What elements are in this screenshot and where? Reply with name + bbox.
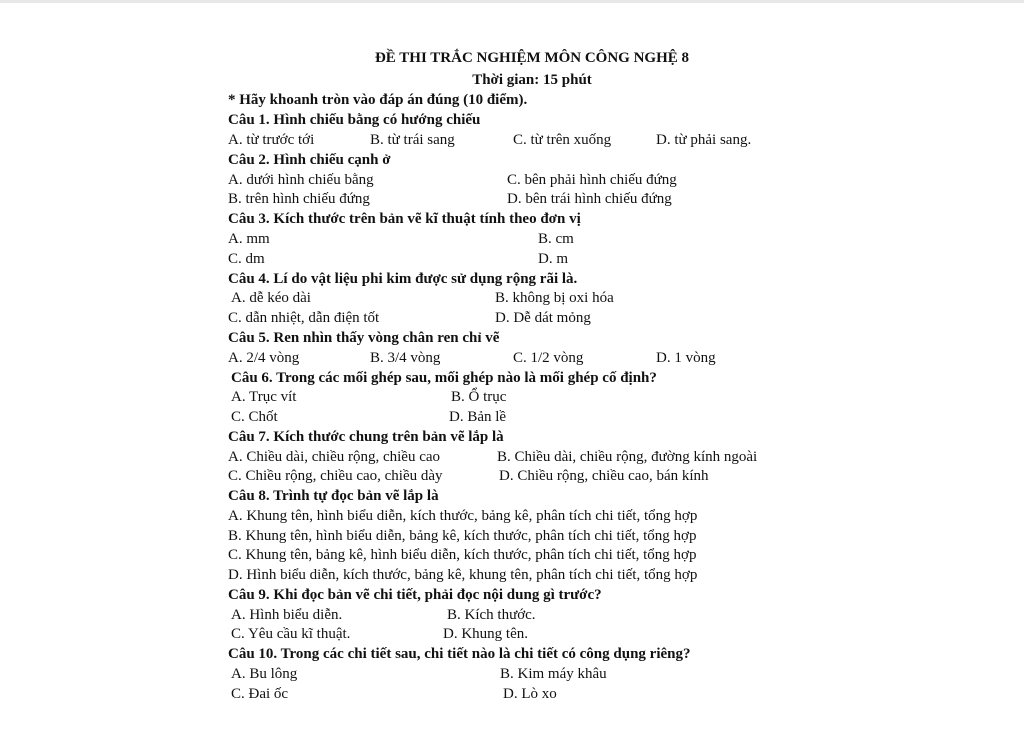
question-9: Câu 9. Khi đọc bản vẽ chi tiết, phải đọc nội dung gì trước? — [228, 587, 602, 603]
q1-answer-c: C. từ trên xuống — [513, 132, 612, 148]
question-1: Câu 1. Hình chiếu bằng có hướng chiếu — [228, 112, 481, 128]
question-10: Câu 10. Trong các chi tiết sau, chi tiết nào là chi tiết có công dụng riêng? — [228, 646, 691, 662]
q8-answer-c: C. Khung tên, bảng kê, hình biểu diễn, kích thước, phân tích chi tiết, tổng hợp — [228, 547, 697, 563]
q4-answer-b: B. không bị oxi hóa — [495, 290, 614, 306]
q7-answer-c: C. Chiều rộng, chiều cao, chiều dày — [228, 468, 443, 484]
q8-answer-b: B. Khung tên, hình biểu diễn, bảng kê, kích thước, phân tích chi tiết, tổng hợp — [228, 528, 697, 544]
q10-answer-c: C. Đai ốc — [231, 686, 289, 702]
q2-answer-b: B. trên hình chiếu đứng — [228, 191, 370, 207]
q6-answer-d: D. Bản lề — [449, 409, 507, 425]
q9-answer-a: A. Hình biểu diễn. — [231, 607, 343, 623]
q3-answer-a: A. mm — [228, 231, 270, 247]
q7-answer-a: A. Chiều dài, chiều rộng, chiều cao — [228, 449, 441, 465]
q2-answer-a: A. dưới hình chiếu bằng — [228, 172, 374, 188]
exam-title: ĐỀ THI TRẮC NGHIỆM MÔN CÔNG NGHỆ 8 — [374, 50, 690, 66]
q8-answer-a: A. Khung tên, hình biểu diễn, kích thước, bảng kê, phân tích chi tiết, tổng hợp — [228, 508, 698, 524]
question-4: Câu 4. Lí do vật liệu phi kim được sử dụng rộng rãi là. — [228, 271, 578, 287]
question-5: Câu 5. Ren nhìn thấy vòng chân ren chỉ vẽ — [228, 330, 500, 346]
q4-answer-d: D. Dễ dát mỏng — [495, 310, 591, 326]
q4-answer-c: C. dẫn nhiệt, dẫn điện tốt — [228, 310, 380, 326]
q6-answer-c: C. Chốt — [231, 409, 278, 425]
page-top-edge — [0, 0, 1024, 3]
question-3: Câu 3. Kích thước trên bản vẽ kĩ thuật tính theo đơn vị — [228, 211, 581, 227]
q10-answer-a: A. Bu lông — [231, 666, 298, 682]
q5-answer-a: A. 2/4 vòng — [228, 350, 300, 366]
q10-answer-b: B. Kim máy khâu — [500, 666, 607, 682]
question-2: Câu 2. Hình chiếu cạnh ở — [228, 152, 391, 168]
q2-answer-c: C. bên phải hình chiếu đứng — [507, 172, 677, 188]
q3-answer-d: D. m — [538, 251, 568, 267]
q1-answer-d: D. từ phải sang. — [656, 132, 752, 148]
q3-answer-b: B. cm — [538, 231, 574, 247]
q1-answer-b: B. từ trái sang — [370, 132, 455, 148]
q5-answer-b: B. 3/4 vòng — [370, 350, 441, 366]
question-8: Câu 8. Trình tự đọc bản vẽ lắp là — [228, 488, 439, 504]
q1-answer-a: A. từ trước tới — [228, 132, 315, 148]
q2-answer-d: D. bên trái hình chiếu đứng — [507, 191, 672, 207]
q7-answer-d: D. Chiều rộng, chiều cao, bán kính — [499, 468, 709, 484]
q6-answer-b: B. Ổ trục — [451, 389, 507, 405]
q3-answer-c: C. dm — [228, 251, 265, 267]
q10-answer-d: D. Lò xo — [503, 686, 557, 702]
q9-answer-c: C. Yêu cầu kĩ thuật. — [231, 626, 351, 642]
q8-answer-d: D. Hình biểu diễn, kích thước, bảng kê, khung tên, phân tích chi tiết, tổng hợp — [228, 567, 698, 583]
q6-answer-a: A. Trục vít — [231, 389, 297, 405]
q5-answer-d: D. 1 vòng — [656, 350, 716, 366]
question-6: Câu 6. Trong các mối ghép sau, mối ghép nào là mối ghép cố định? — [231, 370, 657, 386]
q9-answer-b: B. Kích thước. — [447, 607, 536, 623]
q4-answer-a: A. dễ kéo dài — [231, 290, 311, 306]
question-7: Câu 7. Kích thước chung trên bản vẽ lắp là — [228, 429, 504, 445]
exam-instruction: * Hãy khoanh tròn vào đáp án đúng (10 điểm). — [228, 92, 528, 108]
q9-answer-d: D. Khung tên. — [443, 626, 528, 642]
exam-duration: Thời gian: 15 phút — [472, 72, 592, 88]
q5-answer-c: C. 1/2 vòng — [513, 350, 584, 366]
q7-answer-b: B. Chiều dài, chiều rộng, đường kính ngoài — [497, 449, 758, 465]
